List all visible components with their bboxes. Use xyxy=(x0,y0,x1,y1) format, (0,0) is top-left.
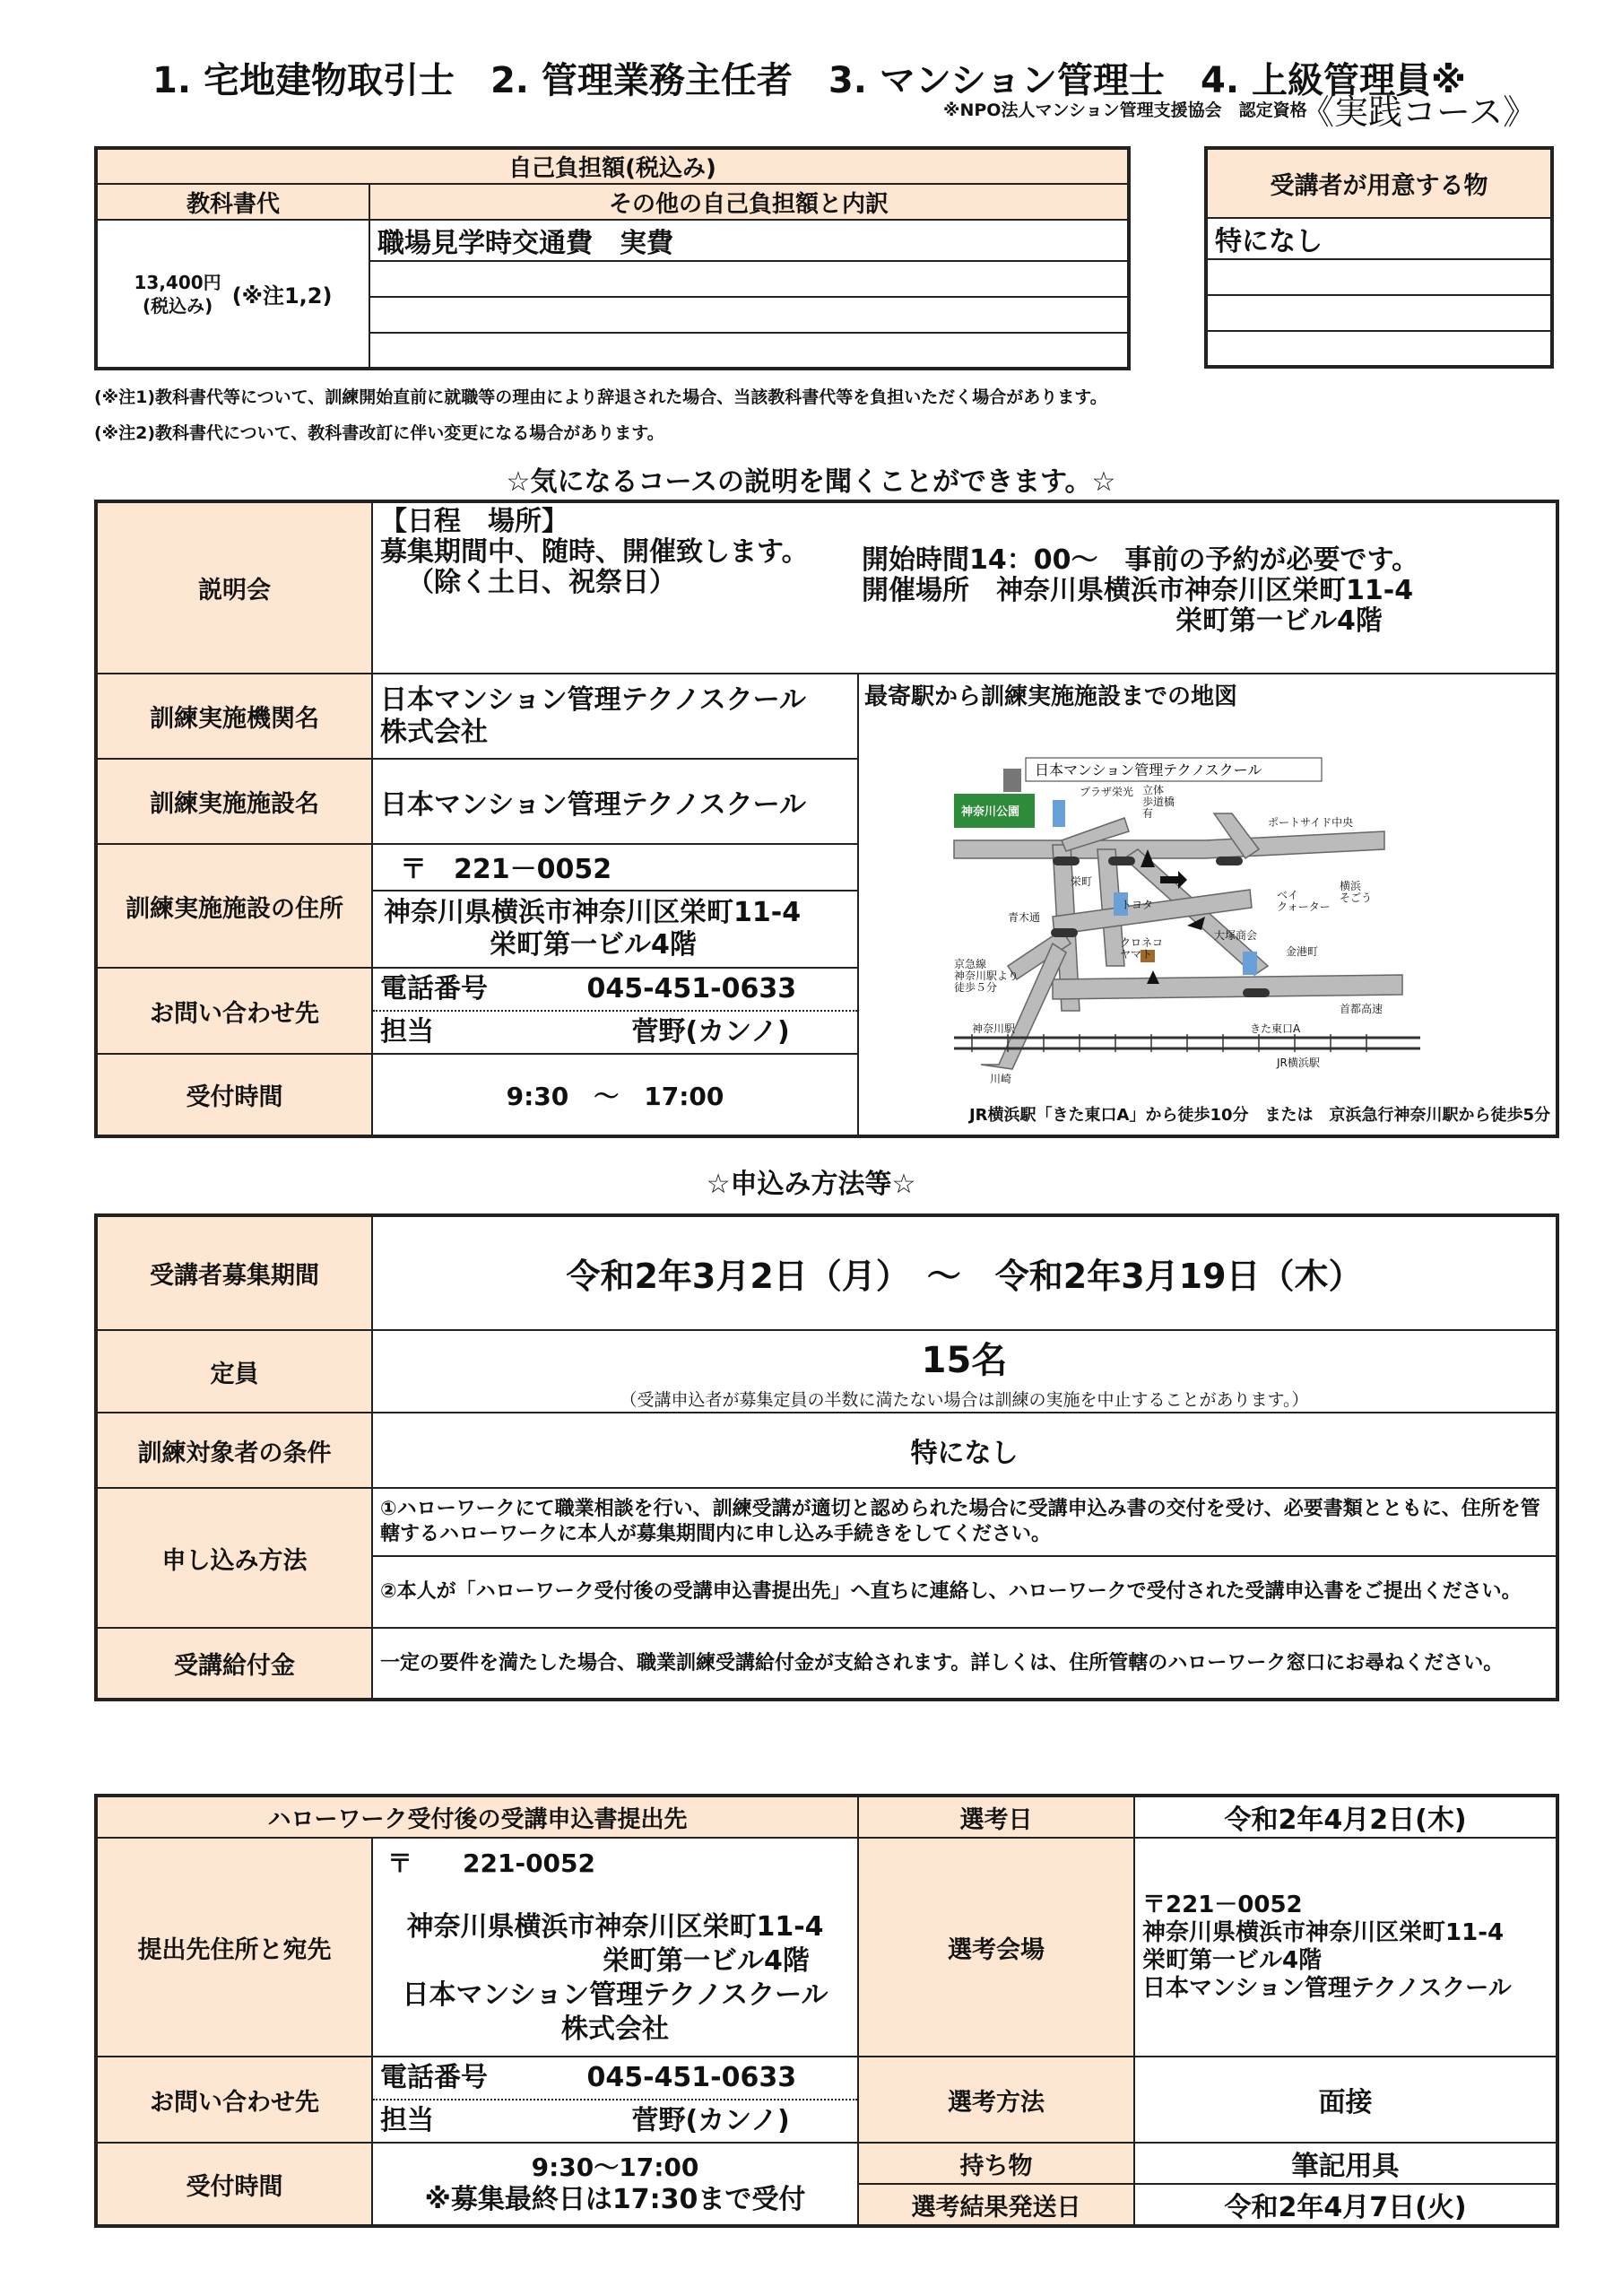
submit-person-name: 菅野(カンノ) xyxy=(631,2105,790,2136)
other-cost-item xyxy=(369,297,1129,333)
prepare-table xyxy=(1204,146,1554,369)
map-cell xyxy=(858,674,1557,1136)
org-label: 訓練実施機関名 xyxy=(96,674,372,759)
map-label-portside: ポートサイド中央 xyxy=(1268,816,1354,829)
map-label-baywater: ベイクォーター xyxy=(1277,889,1331,913)
map-label-toyota: トヨタ xyxy=(1121,899,1154,911)
condition-label: 訓練対象者の条件 xyxy=(96,1413,372,1488)
cost-table xyxy=(94,146,1131,370)
map-label-kanagawa-station: 神奈川駅 xyxy=(972,1022,1016,1035)
textbook-tax: (税込み) xyxy=(142,294,213,317)
other-cost-item xyxy=(369,261,1129,297)
exam-method-value: 面接 xyxy=(1134,2057,1557,2143)
site-label: 訓練実施施設名 xyxy=(96,759,372,844)
briefing-content xyxy=(372,501,1557,674)
map-label-plaza: プラザ栄光 xyxy=(1080,786,1134,798)
bring-value: 筆記用具 xyxy=(1134,2143,1557,2184)
other-cost-header: その他の自己負担額と内訳 xyxy=(369,184,1129,220)
textbook-header: 教科書代 xyxy=(96,184,369,220)
textbook-cell xyxy=(96,220,369,369)
exam-method-label: 選考方法 xyxy=(858,2057,1134,2143)
map-label-shuto: 首都高速 xyxy=(1340,1003,1383,1015)
facility-zip: 〒 221－0052 xyxy=(373,850,857,891)
other-cost-item: 職場見学時交通費 実費 xyxy=(369,220,1129,261)
submit-hours-1: 9:30～17:00 xyxy=(531,2152,699,2182)
exam-venue-label: 選考会場 xyxy=(858,1838,1134,2057)
submit-addr4: 株式会社 xyxy=(561,2013,669,2045)
map-label-kitahigashi: きた東口A xyxy=(1250,1022,1301,1035)
result-label: 選考結果発送日 xyxy=(858,2184,1134,2226)
exam-day-value: 令和2年4月2日(木) xyxy=(1134,1796,1557,1838)
briefing-start: 開始時間14：00～ 事前の予約が必要です。 xyxy=(862,544,1419,576)
briefing-schedule-title: 【日程 場所】 xyxy=(380,506,568,537)
submit-table xyxy=(94,1794,1559,2228)
cost-note-2: (※注2)教科書代について、教科書改訂に伴い変更になる場合があります。 xyxy=(94,423,664,443)
map-label-sakaecho: 栄町 xyxy=(1071,875,1093,888)
submit-addr2: 栄町第一ビル4階 xyxy=(603,1945,810,1977)
exam-venue-value: 〒221－0052 神奈川県横浜市神奈川区栄町11-4 栄町第一ビル4階 日本マンション管理テクノスクール xyxy=(1134,1838,1557,2057)
other-cost-item xyxy=(369,333,1129,369)
map-label-daikokuya: 大塚商会 xyxy=(1214,929,1258,942)
phone-number[interactable]: 045-451-0633 xyxy=(586,973,797,1004)
method-2: ②本人が「ハローワーク受付後の受講申込書提出先」へ直ちに連絡し、ハローワークで受付された受講申込書をご提出ください。 xyxy=(372,1556,1557,1628)
submit-hours-label: 受付時間 xyxy=(96,2143,372,2226)
submit-addr-label: 提出先住所と宛先 xyxy=(96,1838,372,2057)
apply-table xyxy=(94,1213,1559,1701)
prepare-item: 特になし xyxy=(1206,218,1552,259)
briefing-venue2: 栄町第一ビル4階 xyxy=(1175,605,1383,637)
textbook-amount: 13,400円 xyxy=(134,271,221,293)
submit-hours-cell xyxy=(372,2143,858,2226)
submit-header: ハローワーク受付後の受講申込書提出先 xyxy=(96,1796,858,1838)
qualifications-title: 1. 宅地建物取引士 2. 管理業務主任者 3. マンション管理士 4. 上級管理員※ xyxy=(152,60,1466,101)
briefing-label: 説明会 xyxy=(96,501,372,674)
map-label-school: 日本マンション管理テクノスクール xyxy=(1035,761,1262,778)
facility-addr1: 神奈川県横浜市神奈川区栄町11-4 xyxy=(384,897,802,928)
submit-hours-2: ※募集最終日は17:30まで受付 xyxy=(424,2184,806,2215)
address-cell xyxy=(372,844,858,968)
submit-phone-number[interactable]: 045-451-0633 xyxy=(586,2062,797,2093)
map-caption: JR横浜駅「きた東口A」から徒歩10分 または 京浜急行神奈川駅から徒歩5分 xyxy=(968,1106,1551,1125)
facility-table xyxy=(94,500,1559,1138)
prepare-item xyxy=(1206,331,1552,367)
submit-phone-label: 電話番号 xyxy=(380,2062,488,2093)
school-building xyxy=(1003,769,1021,792)
map-label-kawasaki: 川崎 xyxy=(990,1073,1012,1085)
map-label-keikyu: 京急線神奈川駅より徒歩５分 xyxy=(954,958,1019,994)
person-label: 担当 xyxy=(380,1016,434,1048)
benefit-label: 受講給付金 xyxy=(96,1628,372,1700)
prepare-item xyxy=(1206,259,1552,295)
capacity-value: 15名 xyxy=(921,1340,1008,1381)
map-label-bridge: 立体歩道橋有 xyxy=(1142,784,1175,820)
period-value: 令和2年3月2日（月） ～ 令和2年3月19日（木） xyxy=(372,1215,1557,1330)
facility-addr2: 栄町第一ビル4階 xyxy=(490,929,697,961)
map-title: 最寄駅から訓練実施施設までの地図 xyxy=(864,683,1238,710)
map-label-sogo: 横浜そごう xyxy=(1340,880,1373,904)
map-label-kuroneko: クロネコヤマト xyxy=(1120,936,1164,961)
map-label-konkocho: 金港町 xyxy=(1286,945,1319,958)
cost-note-1: (※注1)教科書代等について、訓練開始直前に就職等の理由により辞退された場合、当該教科書代等を負担いただく場合があります。 xyxy=(94,387,1107,407)
npo-note: ※NPO法人マンション管理支援協会 認定資格 xyxy=(943,100,1307,120)
map-label-jr-yokohama: JR横浜駅 xyxy=(1277,1057,1320,1069)
access-map xyxy=(918,715,1420,1091)
capacity-cell xyxy=(372,1330,1557,1413)
contact-cell xyxy=(372,968,858,1054)
map-label-park: 神奈川公園 xyxy=(961,805,1020,819)
map-label-aokidori: 青木通 xyxy=(1008,911,1041,924)
exam-day-label: 選考日 xyxy=(858,1796,1134,1838)
method-label: 申し込み方法 xyxy=(96,1488,372,1628)
address-label: 訓練実施施設の住所 xyxy=(96,844,372,968)
condition-value: 特になし xyxy=(372,1413,1557,1488)
submit-contact-label: お問い合わせ先 xyxy=(96,2057,372,2143)
result-value: 令和2年4月7日(火) xyxy=(1134,2184,1557,2226)
submit-person-label: 担当 xyxy=(380,2105,434,2136)
capacity-label: 定員 xyxy=(96,1330,372,1413)
apply-heading: ☆申込み方法等☆ xyxy=(706,1169,916,1200)
contact-label: お問い合わせ先 xyxy=(96,968,372,1054)
submit-addr3: 日本マンション管理テクノスクール xyxy=(402,1979,828,2011)
bring-label: 持ち物 xyxy=(858,2143,1134,2184)
briefing-line2: （除く土日、祝祭日） xyxy=(407,567,676,598)
org-name: 日本マンション管理テクノスクール 株式会社 xyxy=(372,674,858,759)
method-1: ①ハローワークにて職業相談を行い、訓練受講が適切と認められた場合に受講申込み書の交付を受け、必要書類とともに、住所を管轄するハローワークに本人が募集期間内に申し込み手続きをしてください。 xyxy=(372,1488,1557,1556)
submit-contact-cell xyxy=(372,2057,858,2143)
course-name: 《実践コース》 xyxy=(1300,92,1538,132)
phone-label: 電話番号 xyxy=(380,973,488,1004)
period-label: 受講者募集期間 xyxy=(96,1215,372,1330)
briefing-line1: 募集期間中、随時、開催致します。 xyxy=(380,536,809,568)
briefing-venue: 開催場所 神奈川県横浜市神奈川区栄町11-4 xyxy=(862,575,1414,606)
submit-addr-cell xyxy=(372,1838,858,2057)
prepare-header: 受講者が用意する物 xyxy=(1206,148,1552,218)
hours-label: 受付時間 xyxy=(96,1054,372,1136)
person-name: 菅野(カンノ) xyxy=(631,1016,790,1048)
cost-group-header: 自己負担額(税込み) xyxy=(96,148,1129,184)
benefit-value: 一定の要件を満たした場合、職業訓練受講給付金が支給されます。詳しくは、住所管轄のハローワーク窓口にお尋ねください。 xyxy=(372,1628,1557,1700)
site-name: 日本マンション管理テクノスクール xyxy=(372,759,858,844)
textbook-note: (※注1,2) xyxy=(231,283,333,309)
briefing-heading: ☆気になるコースの説明を聞くことができます。☆ xyxy=(506,466,1116,498)
submit-zip: 〒 221-0052 xyxy=(387,1848,595,1878)
hours-value: 9:30 ～ 17:00 xyxy=(372,1054,858,1136)
prepare-item xyxy=(1206,295,1552,331)
capacity-note: （受講申込者が募集定員の半数に満たない場合は訓練の実施を中止することがあります。） xyxy=(620,1390,1309,1410)
submit-addr1: 神奈川県横浜市神奈川区栄町11-4 xyxy=(406,1911,824,1943)
